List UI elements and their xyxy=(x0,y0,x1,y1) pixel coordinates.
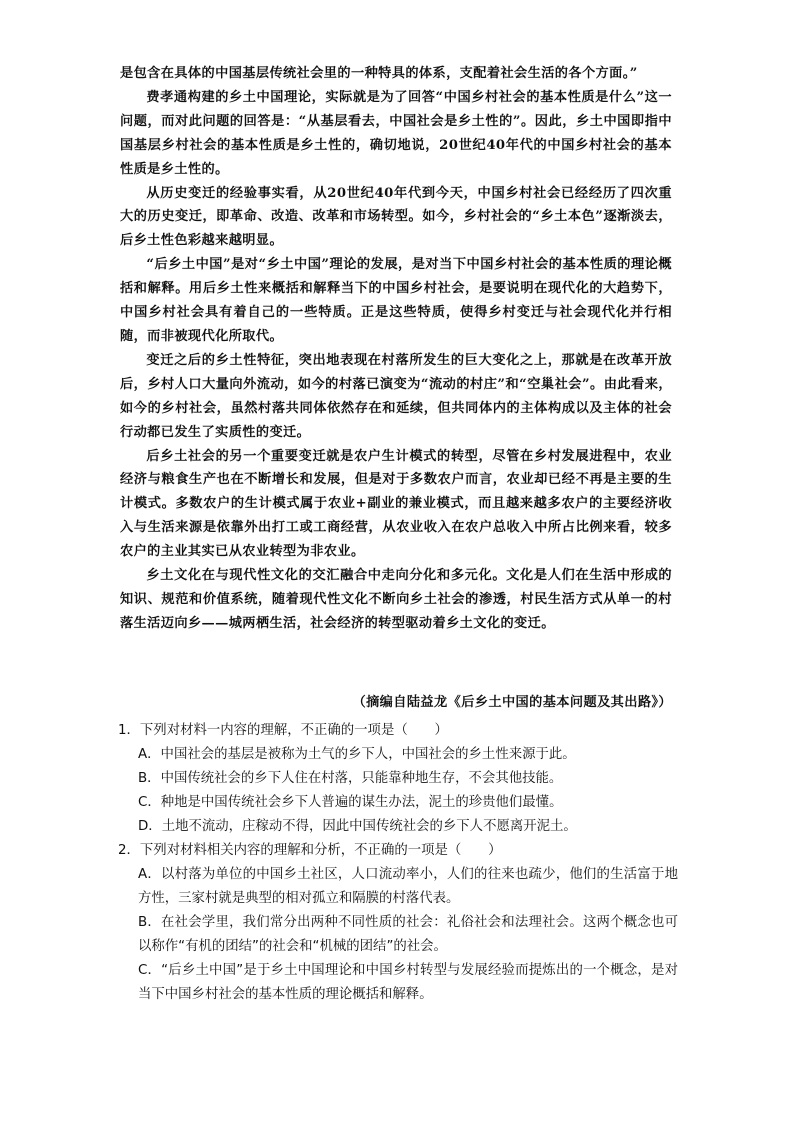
passage-paragraph: 乡土文化在与现代性文化的交汇融合中走向分化和多元化。文化是人们在生活中形成的知识、规范和价值系统，随着现代性文化不断向乡土社会的渗透，村民生活方式从单一的村落生活迈向乡——城两栖生活，社会经济的转型驱动着乡土文化的变迁。 xyxy=(120,568,672,631)
passage-paragraph: 从历史变迁的经验事实看，从20世纪40年代到今天，中国乡村社会已经经历了四次重大的历史变迁，即革命、改造、改革和市场转型。如今，乡村社会的“乡土本色”逐渐淡去，后乡土性色彩越来越明显。 xyxy=(120,185,672,249)
passage-paragraph: 变迁之后的乡土性特征，突出地表现在村落所发生的巨大变化之上，那就是在改革开放后，乡村人口大量向外流动，如今的村落已演变为“流动的村庄”和“空巢社会”。由此看来，如今的乡村社会，虽然村落共同体依然存在和延续，但共同体内的主体构成以及主体的社会行动都已发生了实质性的变迁。 xyxy=(120,352,672,440)
passage-paragraph: “后乡土中国”是对“乡土中国”理论的发展，是对当下中国乡村社会的基本性质的理论概括和解释。用后乡土性来概括和解释当下的中国乡村社会，是要说明在现代化的大趋势下，中国乡村社会具有着自己的一些特质。正是这些特质，使得乡村变迁与社会现代化并行相随，而非被现代化所取代。 xyxy=(120,257,672,344)
passage-paragraph: 后乡土社会的另一个重要变迁就是农户生计模式的转型，尽管在乡村发展进程中，农业经济与粮食生产也在不断增长和发展，但是对于多数农户而言，农业却已经不再是主要的生计模式。多数农户的生计模式属于农业+副业的兼业模式，而且越来越多农户的主要经济收入与生活来源是依靠外出打工或工商经营，从农业收入在农户总收入中所占比例来看，较多农户的主业其实已从农业转型为非农业。 xyxy=(120,448,672,560)
passage-paragraph: 是包含在具体的中国基层传统社会里的一种特具的体系，支配着社会生活的各个方面。” xyxy=(120,66,638,81)
question-stem: 1．下列对材料一内容的理解，不正确的一项是（ ） xyxy=(118,723,448,738)
passage-paragraph: 费孝通构建的乡土中国理论，实际就是为了回答“中国乡村社会的基本性质是什么”这一问题，而对此问题的回答是：“从基层看去，中国社会是乡土性的”。因此，乡土中国即指中国基层乡村社会的基本性质是乡土性的，确切地说，20世纪40年代的中国乡村社会的基本性质是乡土性的。 xyxy=(120,89,672,177)
passage-source-citation: （摘编自陆益龙《后乡土中国的基本问题及其出路》） xyxy=(352,695,672,710)
question-item xyxy=(118,719,678,839)
question-list xyxy=(118,719,678,1007)
answer-option: C．种地是中国传统社会乡下人普遍的谋生办法，泥土的珍贵他们最懂。 xyxy=(138,795,563,810)
answer-option: B．在社会学里，我们常分出两种不同性质的社会：礼俗社会和法理社会。这两个概念也可以称作“有机的团结”的社会和“机械的团结”的社会。 xyxy=(138,915,678,954)
question-item xyxy=(118,839,678,1007)
answer-option: A．中国社会的基层是被称为土气的乡下人，中国社会的乡土性来源于此。 xyxy=(138,747,576,762)
answer-option: C．“后乡土中国”是于乡土中国理论和中国乡村转型与发展经验而提炼出的一个概念，是对当下中国乡村社会的基本性质的理论概括和解释。 xyxy=(138,963,678,1002)
answer-option: D．土地不流动，庄稼动不得，因此中国传统社会的乡下人不愿离开泥土。 xyxy=(138,819,577,834)
question-stem: 2．下列对材料相关内容的理解和分析，不正确的一项是（ ） xyxy=(118,843,502,858)
answer-option: B．中国传统社会的乡下人住在村落，只能靠种地生存，不会其他技能。 xyxy=(138,771,563,786)
reading-passage xyxy=(120,62,672,636)
answer-option: A．以村落为单位的中国乡土社区，人口流动率小，人们的往来也疏少，他们的生活富于地方性，三家村就是典型的相对孤立和隔膜的村落代表。 xyxy=(138,867,678,906)
